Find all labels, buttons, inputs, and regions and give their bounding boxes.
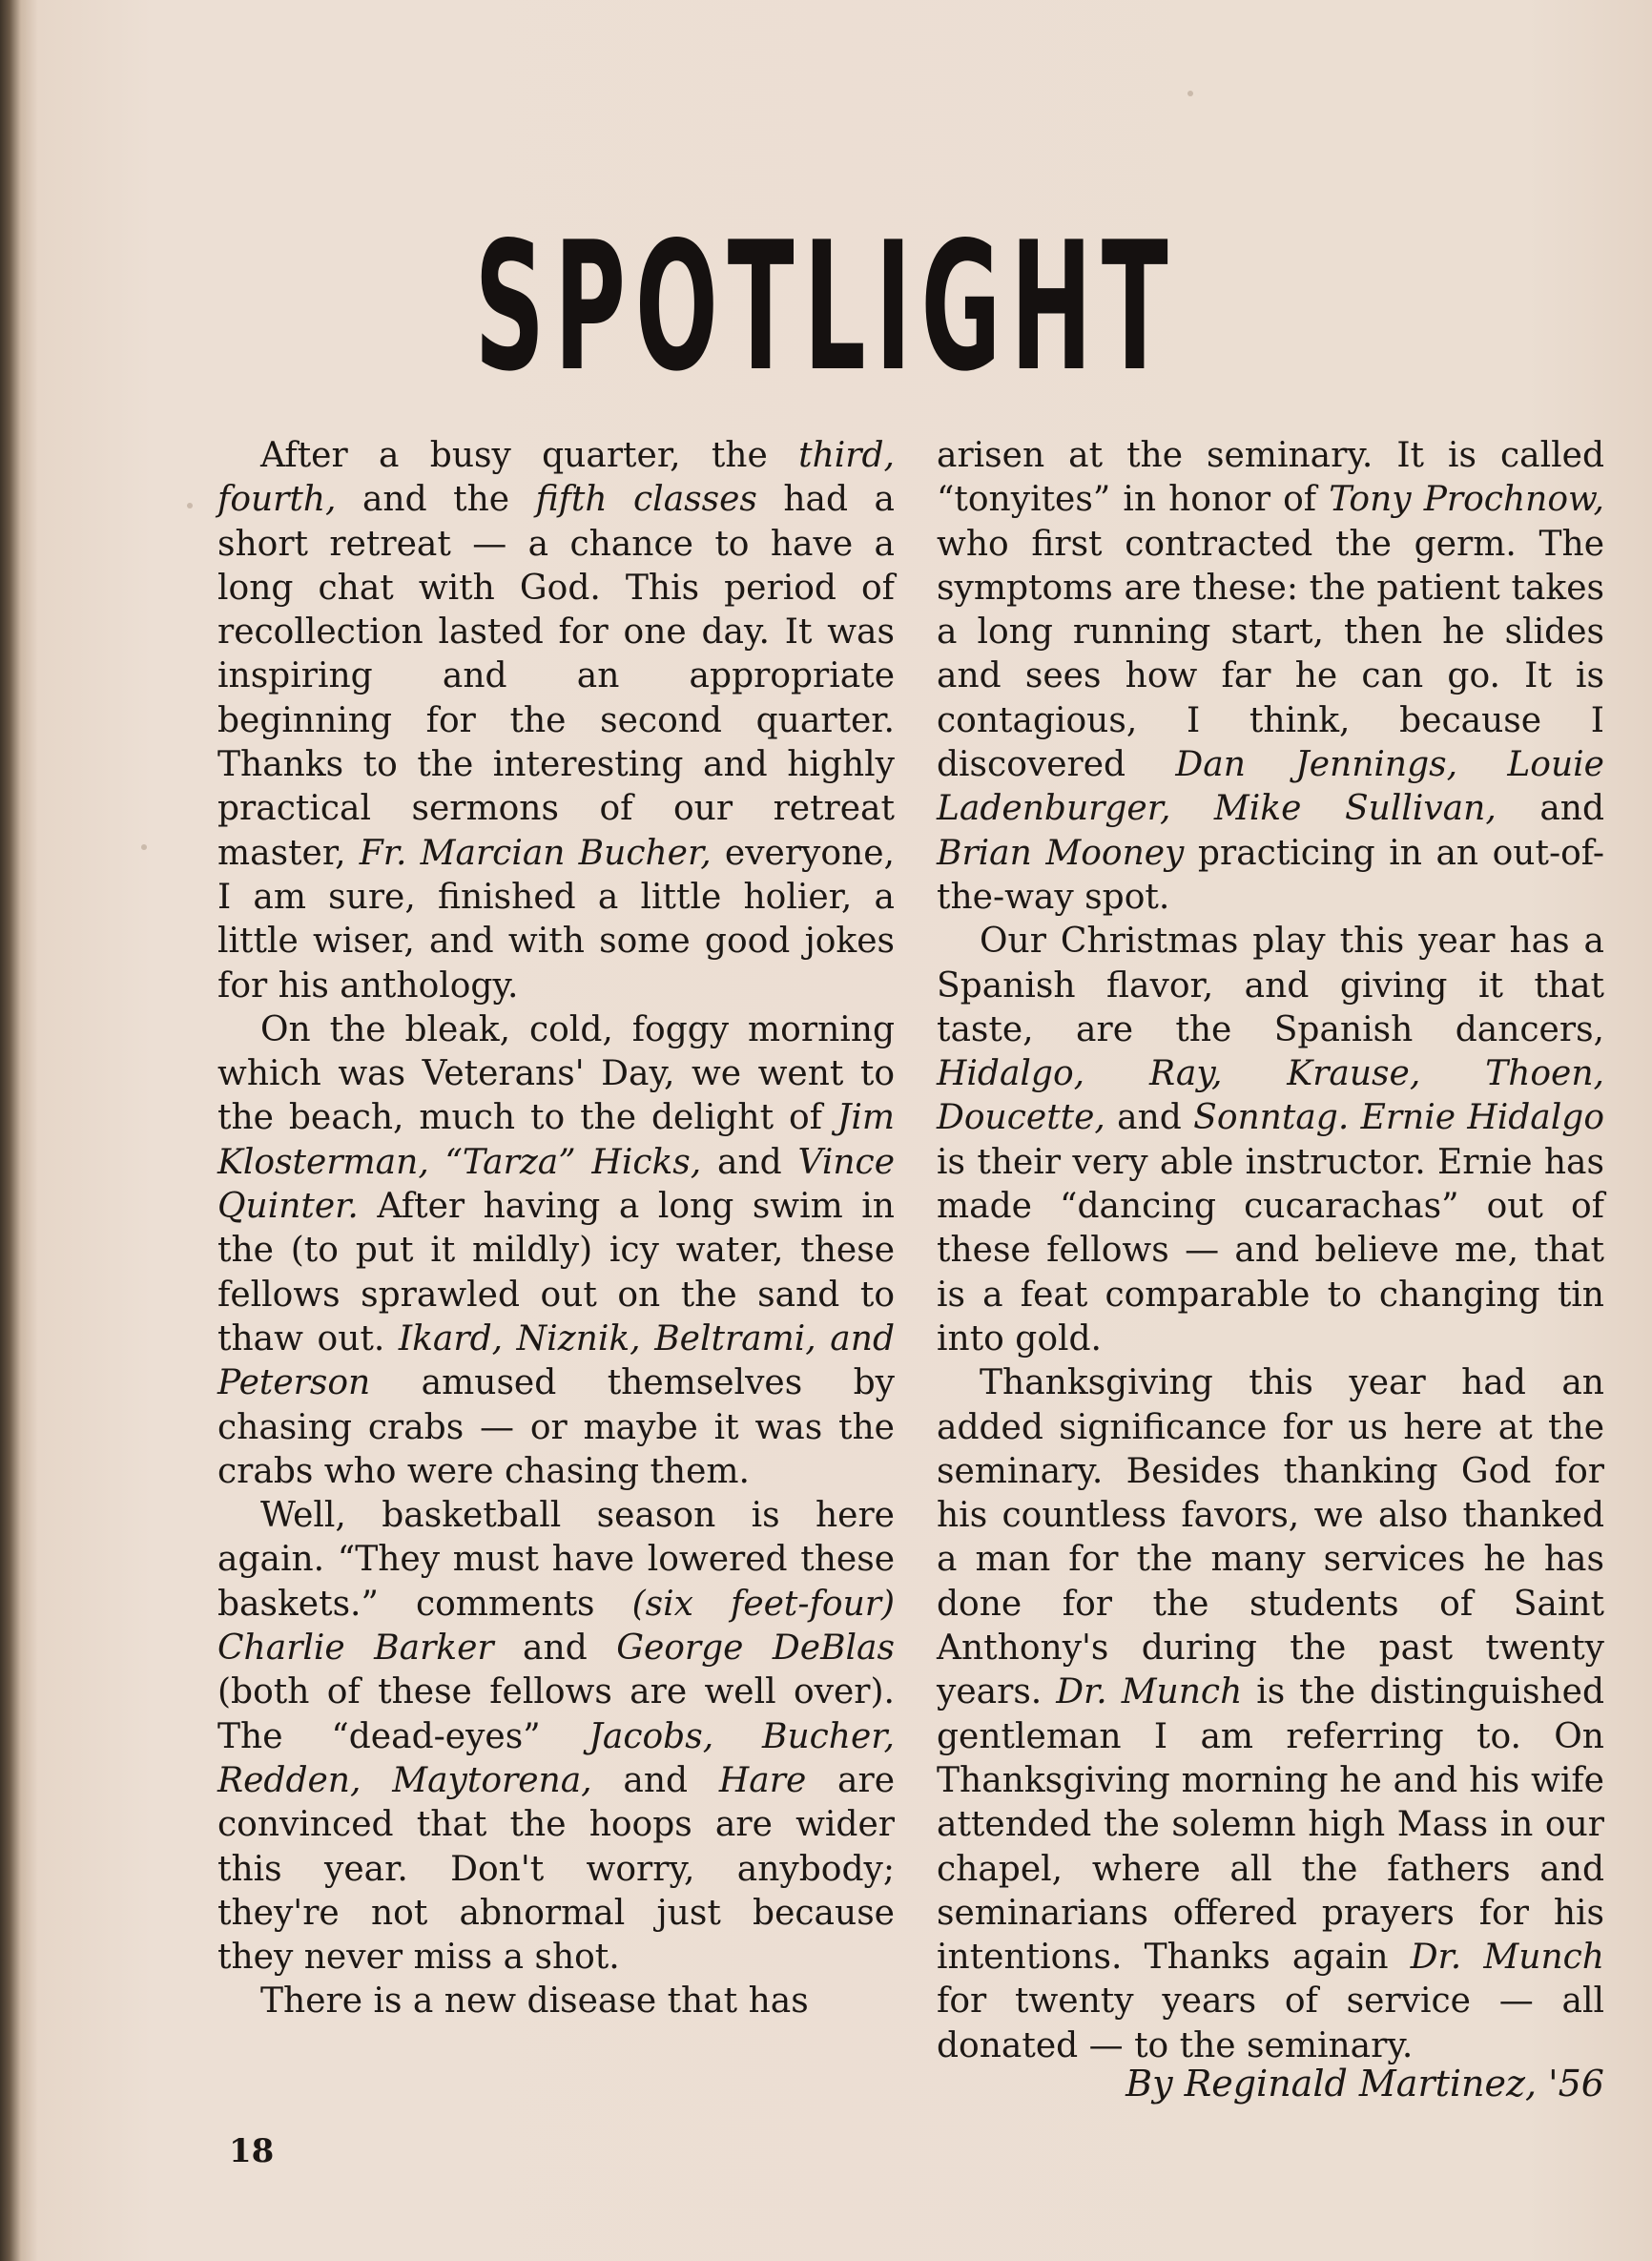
paragraph-text: Well, basketball season is here again. “They must have lowered these baskets.” comments bbox=[217, 1496, 895, 1624]
paragraph-text: (both of these fellows are well over). The “dead-eyes” bbox=[217, 1672, 895, 1756]
paragraph-text: amused themselves by chasing crabs — or maybe it was the crabs who were chasing them. bbox=[217, 1363, 895, 1491]
article-paragraph bbox=[217, 1980, 895, 2023]
paragraph-text: and the bbox=[336, 480, 536, 520]
emphasized-name: Jim Klosterman, “Tarza” Hicks, bbox=[217, 1098, 895, 1182]
paper-speck bbox=[141, 844, 147, 850]
emphasized-name: Fr. Marcian Bucher, bbox=[359, 833, 712, 873]
emphasized-name: Vince Quinter. bbox=[217, 1142, 895, 1227]
article-paragraph bbox=[937, 920, 1604, 1361]
paragraph-text: everyone, I am sure, finished a little holier, a little wiser, and with some good jokes for his anthology. bbox=[217, 833, 895, 1006]
emphasized-name: third, fourth, bbox=[217, 436, 895, 520]
paragraph-text: who first contracted the germ. The symptoms are these: the patient takes a long running start, then he slides and sees how far he can go. It is contagious, I think, because I discovered bbox=[937, 524, 1604, 785]
paragraph-text: Our Christmas play this year has a Spanish flavor, and giving it that taste, are the Spanish dancers, bbox=[937, 922, 1604, 1049]
article-column-left bbox=[217, 434, 895, 2024]
article-paragraph bbox=[937, 434, 1604, 920]
page-number: 18 bbox=[229, 2132, 275, 2170]
emphasized-name: Dr. Munch bbox=[1410, 1938, 1604, 1978]
paragraph-text: practicing in an out-of-the-way spot. bbox=[937, 833, 1604, 917]
paragraph-text: had a short retreat — a chance to have a long chat with God. This period of recollection lasted for one day. It was inspiring and an appropriate beginning for the second quarter. Thanks to the interesting and highly practical sermons of our retreat master, bbox=[217, 480, 895, 873]
paragraph-text: arisen at the seminary. It is called “tonyites” in honor of bbox=[937, 436, 1604, 520]
emphasized-name: George DeBlas bbox=[616, 1628, 895, 1669]
emphasized-name: Hidalgo, Ray, Krause, Thoen, Doucette, bbox=[937, 1054, 1604, 1138]
paragraph-text: After a busy quarter, the bbox=[260, 436, 799, 475]
emphasized-name: Tony Prochnow, bbox=[1329, 480, 1604, 520]
paragraph-text: and bbox=[1496, 789, 1605, 829]
paragraph-text: and bbox=[1105, 1098, 1194, 1138]
article-paragraph bbox=[217, 1494, 895, 1980]
emphasized-name: (six feet-four) Charlie Barker bbox=[217, 1584, 896, 1669]
paragraph-text: On the bleak, cold, foggy morning which was Veterans' Day, we went to the beach, much to the delight of bbox=[217, 1009, 895, 1138]
paragraph-text: There is a new disease that has bbox=[260, 1981, 809, 2022]
emphasized-name: Sonntag. Ernie Hidalgo bbox=[1193, 1098, 1604, 1138]
paragraph-text: Thanksgiving this year had an added significance for us here at the seminary. Besides thanking God for his countless favors, we also thanked a man for the many services he has done for the students of Saint Anthony's during the past twenty years. bbox=[937, 1363, 1604, 1712]
article-paragraph bbox=[217, 434, 895, 1008]
paragraph-text: for twenty years of service — all donated — to the seminary. bbox=[937, 1981, 1604, 2065]
emphasized-name: Jacobs, Bucher, Redden, Maytorena, bbox=[217, 1716, 895, 1800]
paragraph-text: is the distinguished gentleman I am referring to. On Thanksgiving morning he and his wife attended the solemn high Mass in our chapel, where all the fathers and seminarians offered prayers for his intentions. Thanks again bbox=[937, 1672, 1605, 1978]
paragraph-text: After having a long swim in the (to put it mildly) icy water, these fellows sprawled out on the sand to thaw out. bbox=[217, 1187, 895, 1359]
paper-speck bbox=[187, 503, 193, 508]
paper-speck bbox=[1187, 91, 1193, 96]
emphasized-name: Dr. Munch bbox=[1056, 1672, 1243, 1712]
emphasized-name: Dan Jennings, Louie Ladenburger, Mike Sullivan, bbox=[937, 745, 1604, 829]
page-title: SPOTLIGHT bbox=[474, 203, 1178, 410]
emphasized-name: fifth classes bbox=[535, 480, 757, 520]
article-paragraph bbox=[217, 1008, 895, 1494]
author-byline: By Reginald Martinez, '56 bbox=[1125, 2063, 1604, 2105]
article-paragraph bbox=[937, 1361, 1604, 2068]
emphasized-name: Hare bbox=[718, 1760, 807, 1800]
article-column-right bbox=[937, 434, 1604, 2068]
emphasized-name: Brian Mooney bbox=[937, 833, 1185, 873]
paragraph-text: and bbox=[591, 1760, 719, 1800]
paragraph-text: is their very able instructor. Ernie has made “dancing cucarachas” out of these fellows — and believe me, that is a feat comparable to changing tin into gold. bbox=[937, 1142, 1604, 1359]
paragraph-text: and bbox=[493, 1628, 617, 1669]
emphasized-name: Ikard, Niznik, Beltrami, and Peterson bbox=[217, 1318, 895, 1403]
paragraph-text: are convinced that the hoops are wider this year. Don't worry, anybody; they're not abnormal just because they never miss a shot. bbox=[217, 1760, 895, 1978]
paragraph-text: and bbox=[701, 1142, 798, 1182]
